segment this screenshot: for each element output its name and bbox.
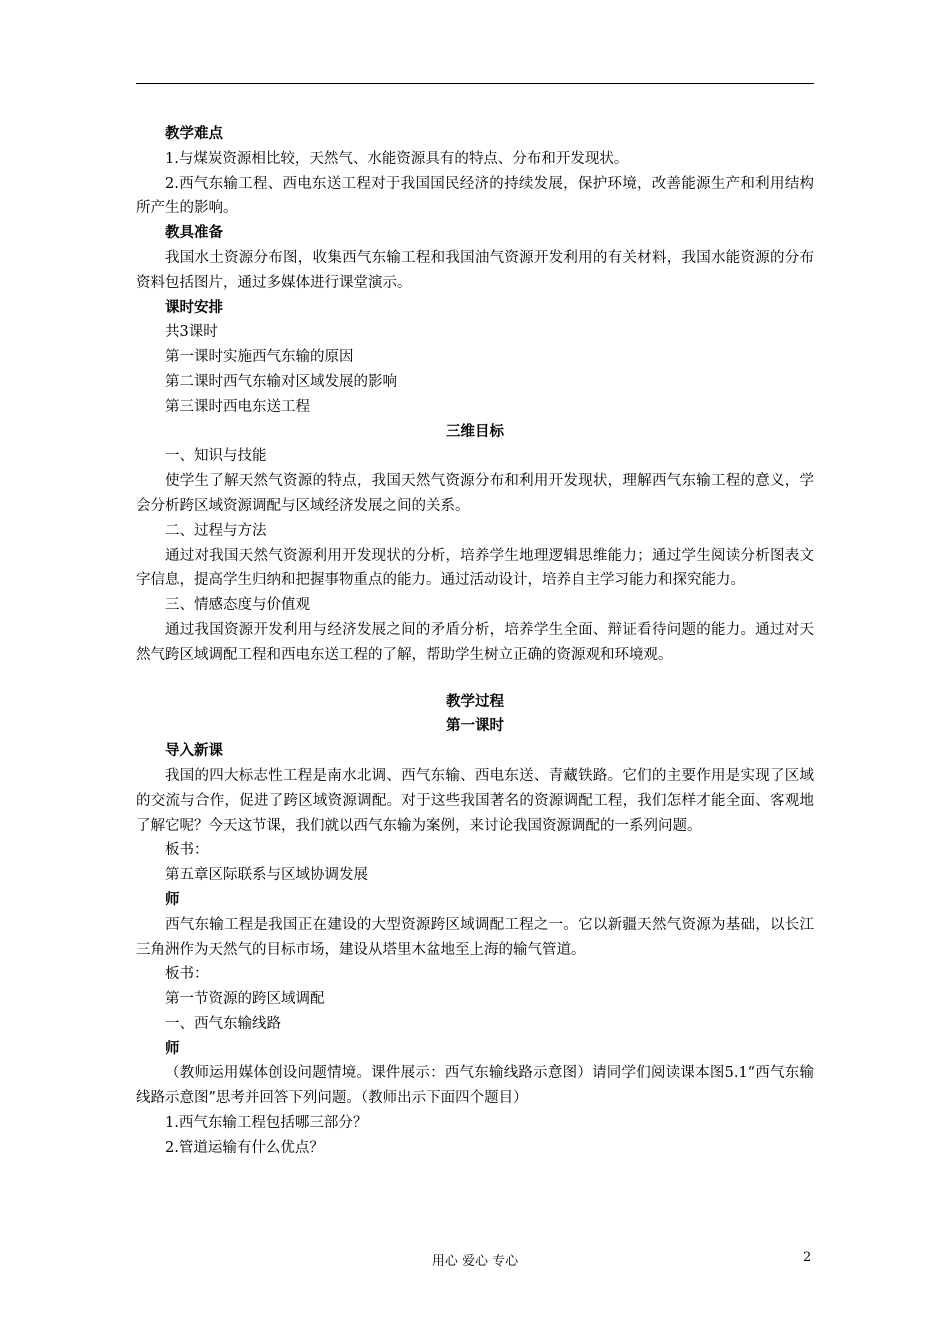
paragraph: 通过对我国天然气资源利用开发现状的分析，培养学生地理逻辑思维能力；通过学生阅读分析图表文字信息，提高学生归纳和把握事物重点的能力。通过活动设计，培养自主学习能力和探究能力。 (136, 547, 814, 589)
paragraph: 1.西气东输工程包括哪三部分？ (165, 1115, 368, 1132)
page-number: 2 (803, 1250, 812, 1265)
paragraph: 第三课时西电东送工程 (165, 398, 310, 415)
paragraph: 使学生了解天然气资源的特点，我国天然气资源分布和利用开发现状，理解西气东输工程的意义，学会分析跨区域资源调配与区域经济发展之间的关系。 (136, 473, 814, 514)
paragraph: 第二课时西气东输对区域发展的影响 (165, 373, 397, 390)
paragraph: 2.管道运输有什么优点？ (165, 1139, 324, 1156)
header-rule (136, 83, 814, 84)
paragraph: 我国水土资源分布图，收集西气东输工程和我国油气资源开发利用的有关材料，我国水能资源的分布资料包括图片，通过多媒体进行课堂演示。 (136, 249, 814, 291)
paragraph: 一、西气东输线路 (165, 1015, 281, 1032)
paragraph: 我国的四大标志性工程是南水北调、西气东输、西电东送、青藏铁路。它们的主要作用是实现了区域的交流与合作，促进了跨区域资源调配。对于这些我国著名的资源调配工程，我们怎样才能全面、客观地了解它呢？今天这节课，我们就以西气东输为案例，来讨论我国资源调配的一系列问题。 (136, 767, 814, 834)
paragraph: 2.西气东输工程、西电东送工程对于我国国民经济的持续发展，保护环境，改善能源生产和利用结构所产生的影响。 (136, 175, 814, 217)
paragraph: 板书： (165, 842, 209, 859)
paragraph: 共3课时 (165, 324, 218, 341)
section-heading: 教学难点 (165, 125, 223, 142)
paragraph: 1.与煤炭资源相比较，天然气、水能资源具有的特点、分布和开发现状。 (165, 150, 629, 167)
section-heading: 教学过程 (446, 692, 504, 710)
section-heading: 课时安排 (165, 298, 223, 316)
paragraph: 第五章区际联系与区域协调发展 (165, 867, 368, 884)
section-heading: 教具准备 (165, 224, 223, 242)
section-heading: 导入新课 (165, 742, 223, 760)
spacer (136, 668, 814, 690)
footer-text: 用心 爱心 专心 (431, 1254, 519, 1269)
section-heading: 第一课时 (446, 717, 504, 735)
paragraph: 西气东输工程是我国正在建设的大型资源跨区域调配工程之一。它以新疆天然气资源为基础，以长江三角洲作为天然气的目标市场，建设从塔里木盆地至上海的输气管道。 (136, 916, 814, 958)
section-heading: 三维目标 (446, 422, 504, 440)
paragraph: （教师运用媒体创设问题情境。课件展示：西气东输线路示意图）请同学们阅读课本图5.1“西气东输线路示意图”思考并回答下列问题。（教师出示下面四个题目） (136, 1065, 814, 1107)
paragraph: 板书： (165, 966, 209, 983)
paragraph: 第一课时实施西气东输的原因 (165, 349, 354, 366)
paragraph: 第一节资源的跨区域调配 (165, 991, 325, 1008)
paragraph: 通过我国资源开发利用与经济发展之间的矛盾分析，培养学生全面、辩证看待问题的能力。通过对天然气跨区域调配工程和西电东送工程的了解，帮助学生树立正确的资源观和环境观。 (136, 621, 814, 663)
section-heading: 师 (165, 1039, 180, 1057)
section-heading: 师 (165, 890, 180, 908)
paragraph: 二、过程与方法 (165, 522, 267, 539)
paragraph: 三、情感态度与价值观 (165, 597, 310, 614)
document-body (136, 122, 814, 1161)
paragraph: 一、知识与技能 (165, 448, 267, 465)
